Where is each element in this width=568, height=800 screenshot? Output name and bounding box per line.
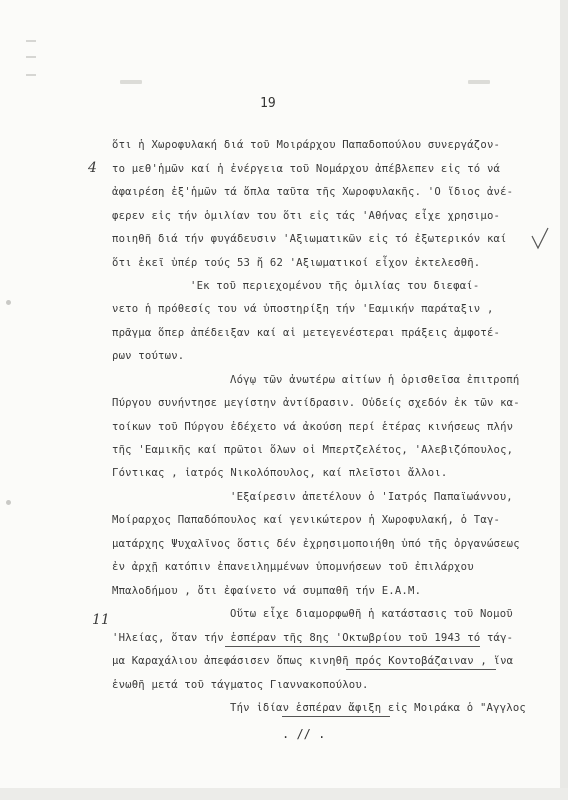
- margin-annotation: 11: [92, 612, 110, 628]
- text-line: ρων τούτων.: [112, 350, 185, 362]
- text-line: πρᾶγμα ὅπερ ἀπέδειξαν καί αἱ μετεγενέστεραι πράξεις ἀμφοτέ-: [112, 327, 501, 339]
- text-line: ματάρχης Ψυχαλῖνος ὅστις δέν ἐχρησιμοποιήθη ὑπό τῆς ὀργανώσεως: [112, 538, 520, 550]
- bleed-mark: [468, 80, 490, 84]
- text-line: ὅτι ἐκεῖ ὑπέρ τούς 53 ἤ 62 'Αξιωματικοί εἶχον ἐκτελεσθῆ.: [112, 257, 481, 269]
- text-line: 'Ηλείας, ὅταν τήν ἑσπέραν τῆς 8ης 'Οκτωβρίου τοῦ 1943 τό τάγ-: [112, 632, 514, 644]
- text-line: Γόντικας , ἰατρός Νικολόπουλος, καί πλεῖστοι ἄλλοι.: [112, 467, 448, 479]
- text-line: ἑνωθῆ μετά τοῦ τάγματος Γιαννακοπούλου.: [112, 679, 369, 691]
- margin-mark: [26, 74, 36, 76]
- margin-mark: [26, 40, 36, 42]
- handwritten-underline: [282, 716, 390, 717]
- page-bottom-edge: [0, 788, 568, 800]
- handwritten-underline: [225, 646, 480, 647]
- text-line: ποιηθῆ διά τήν φυγάδευσιν 'Αξιωματικῶν εἰς τό ἐξωτερικόν καί: [112, 233, 507, 245]
- text-line: 'Εκ τοῦ περιεχομένου τῆς ὁμιλίας του διεφαί-: [190, 280, 480, 292]
- margin-check-mark: [528, 224, 552, 264]
- page-footer: . // .: [282, 727, 326, 741]
- bleed-mark: [120, 80, 142, 84]
- page-number: 19: [260, 96, 276, 111]
- text-line: φερεν εἰς τήν ὁμιλίαν του ὅτι εἰς τάς 'Αθήνας εἶχε χρησιμο-: [112, 210, 501, 222]
- margin-mark: [26, 56, 36, 58]
- text-line: Μπαλοδήμου , ὅτι ἐφαίνετο νά συμπαθῆ τήν Ε.Α.Μ.: [112, 585, 422, 597]
- text-line: τοίκων τοῦ Πύργου ἐδέχετο νά ἀκούση περί ἑτέρας κινήσεως πλήν: [112, 421, 514, 433]
- text-line: Τήν ἰδίαν ἑσπέραν ἄφιξη εἰς Μοιράκα ὁ "Αγγλος: [230, 702, 527, 714]
- text-line: ἀφαιρέση ἐξ'ἡμῶν τά ὅπλα ταῦτα τῆς Χωροφυλακῆς. 'Ο ἴδιος ἀνέ-: [112, 186, 514, 198]
- margin-annotation: 4: [88, 160, 97, 176]
- text-line: Λόγῳ τῶν ἀνωτέρω αἰτίων ἡ ὁρισθεῖσα ἐπιτροπή: [230, 374, 520, 386]
- text-line: Οὕτω εἶχε διαμορφωθῆ ἡ κατάστασις τοῦ Νομοῦ: [230, 608, 513, 620]
- text-line: μα Καραχάλιου ἀπεφάσισεν ὅπως κινηθῆ πρός Κοντοβάζαιναν , ἵνα: [112, 655, 514, 667]
- text-line: ἐν ἀρχῇ κατόπιν ἐπανειλημμένων ὑπομνήσεων τοῦ ἐπιλάρχου: [112, 561, 474, 573]
- punch-hole: [6, 300, 11, 305]
- text-line: νετο ἡ πρόθεσίς του νά ὑποστηρίξη τήν 'Εαμικήν παράταξιν ,: [112, 303, 494, 315]
- handwritten-underline: [346, 669, 496, 670]
- text-line: τῆς 'Εαμικῆς καί πρῶτοι ὅλων οἱ Μπερτζελέτος, 'Αλεβιζόπουλος,: [112, 444, 514, 456]
- text-line: 'Εξαίρεσιν ἀπετέλουν ὁ 'Ιατρός Παπαϊωάννου,: [230, 491, 513, 503]
- page-edge: [560, 0, 568, 800]
- punch-hole: [6, 500, 11, 505]
- text-line: Μοίραρχος Παπαδόπουλος καί γενικώτερον ἡ Χωροφυλακή, ὁ Ταγ-: [112, 514, 501, 526]
- text-line: το μεθ'ἡμῶν καί ἡ ἐνέργεια τοῦ Νομάρχου ἀπέβλεπεν εἰς τό νά: [112, 163, 501, 175]
- text-line: Πύργου συνήντησε μεγίστην ἀντίδρασιν. Οὐδείς σχεδόν ἐκ τῶν κα-: [112, 397, 520, 409]
- text-line: ὅτι ἡ Χωροφυλακή διά τοῦ Μοιράρχου Παπαδοπούλου συνεργάζον-: [112, 139, 501, 151]
